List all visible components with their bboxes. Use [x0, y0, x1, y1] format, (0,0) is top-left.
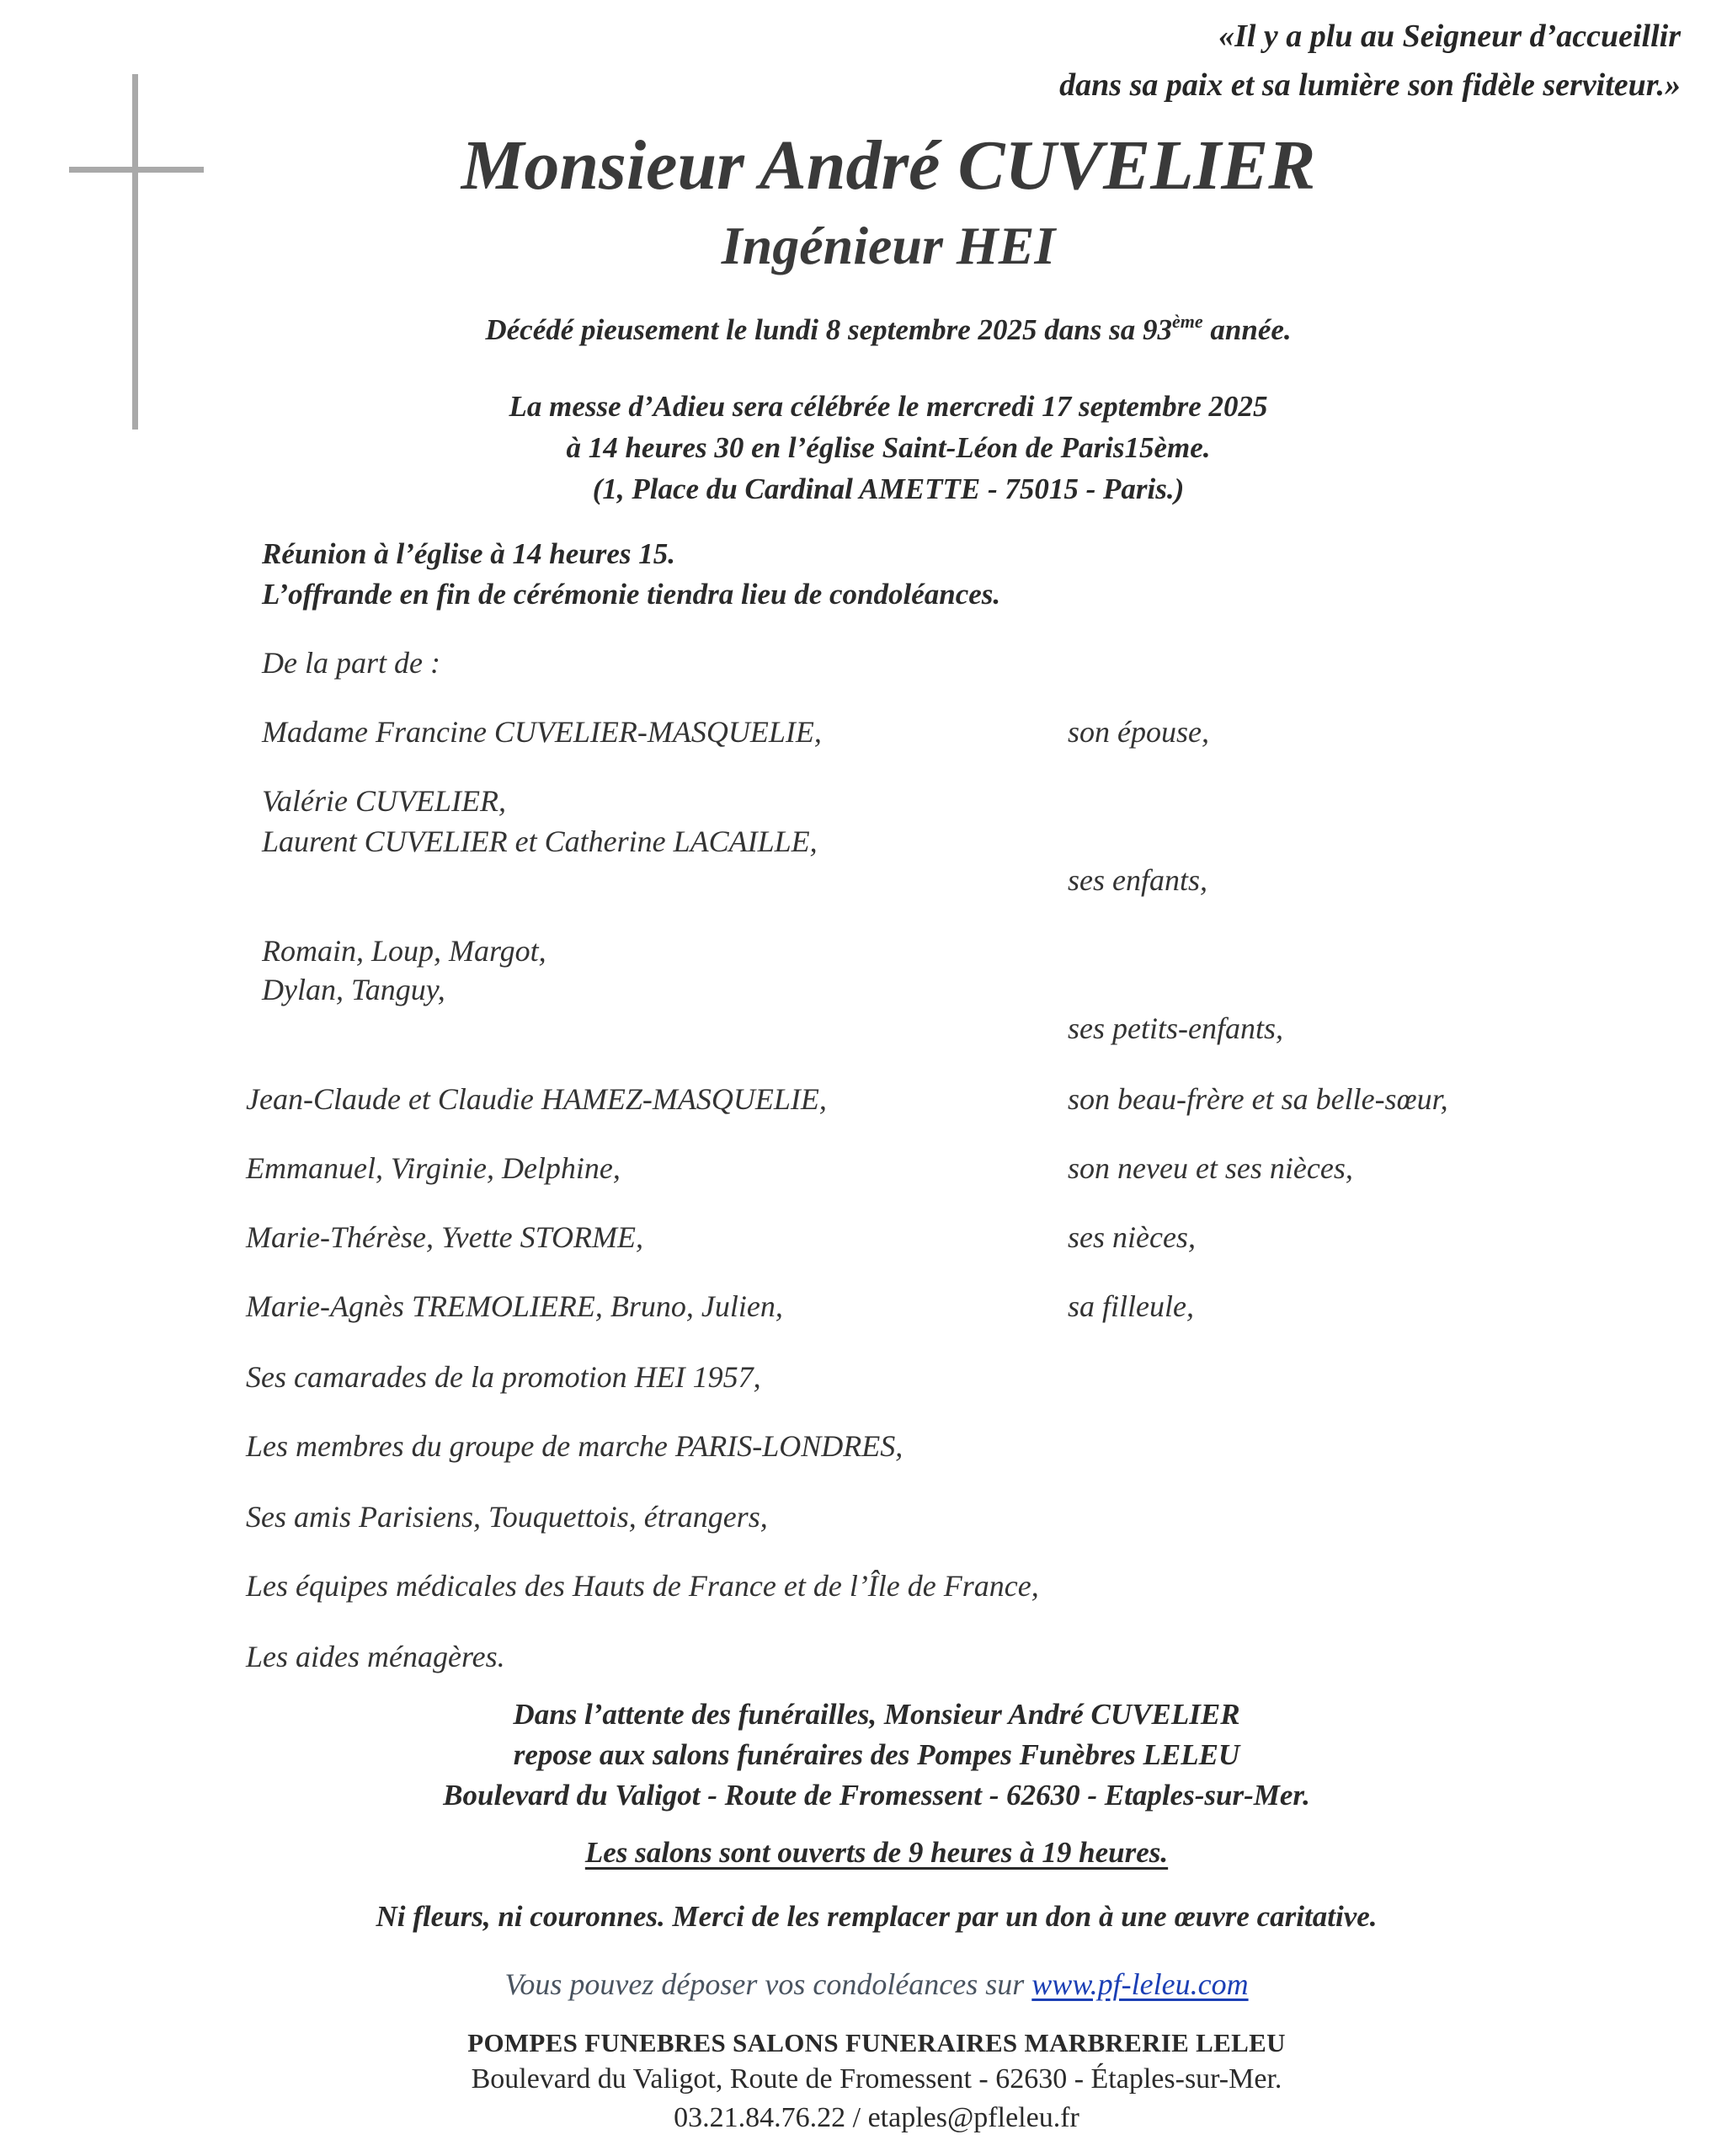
- condolences-link[interactable]: www.pf-leleu.com: [1031, 1967, 1249, 2001]
- death-ordinal: ème: [1171, 311, 1203, 332]
- mass-line-2: à 14 heures 30 en l’église Saint-Léon de Paris15ème.: [566, 431, 1211, 464]
- others-item: Les membres du groupe de marche PARIS-LONDRES,: [246, 1429, 903, 1463]
- nieces-role: ses nièces,: [1068, 1220, 1196, 1254]
- grandchildren-line-2: Dylan, Tanguy,: [262, 973, 445, 1006]
- epigraph: [1059, 12, 1681, 109]
- footer-address: Boulevard du Valigot, Route de Fromessent - 62630 - Étaples-sur-Mer.: [471, 2063, 1282, 2095]
- mass-info: [0, 386, 1727, 510]
- nephews-name: Emmanuel, Virginie, Delphine,: [246, 1151, 621, 1185]
- nephews-role: son neveu et ses nièces,: [1068, 1151, 1353, 1185]
- inlaws-name: Jean-Claude et Claudie HAMEZ-MASQUELIE,: [246, 1082, 827, 1116]
- death-text: Décédé pieusement le lundi 8 septembre 2025 dans sa 93: [485, 313, 1172, 346]
- grandchildren-role: ses petits-enfants,: [1068, 1011, 1283, 1045]
- opening-hours: [0, 1836, 1727, 1870]
- repose-line-3: Boulevard du Valigot - Route de Fromessent - 62630 - Etaples-sur-Mer.: [443, 1779, 1310, 1812]
- repose-line-1: Dans l’attente des funérailles, Monsieur André CUVELIER: [513, 1698, 1240, 1731]
- deceased-name: Monsieur André CUVELIER: [461, 126, 1316, 205]
- children-line-1: Valérie CUVELIER,: [262, 784, 506, 818]
- meeting-line-2: L’offrande en fin de cérémonie tiendra lieu de condoléances.: [262, 578, 1001, 611]
- spouse-role: son épouse,: [1068, 715, 1209, 749]
- opening-hours-text: Les salons sont ouverts de 9 heures à 19 heures.: [584, 1836, 1169, 1869]
- mass-line-1: La messe d’Adieu sera célébrée le mercredi 17 septembre 2025: [509, 390, 1268, 423]
- repose-info: [0, 1694, 1727, 1816]
- grandchildren-line-1: Romain, Loup, Margot,: [262, 934, 546, 968]
- flowers-notice: Ni fleurs, ni couronnes. Merci de les remplacer par un don à une œuvre caritative.: [376, 1900, 1378, 1933]
- children-role: ses enfants,: [1068, 863, 1207, 897]
- spouse-name: Madame Francine CUVELIER-MASQUELIE,: [262, 715, 822, 749]
- condolences-text: Vous pouvez déposer vos condoléances sur: [504, 1967, 1032, 2001]
- epigraph-line-1: «Il y a plu au Seigneur d’accueillir: [1218, 19, 1681, 54]
- nieces-name: Marie-Thérèse, Yvette STORME,: [246, 1220, 643, 1254]
- meeting-line-1: Réunion à l’église à 14 heures 15.: [262, 537, 676, 570]
- footer-contact: 03.21.84.76.22 / etaples@pfleleu.fr: [674, 2102, 1079, 2133]
- goddaughter-name: Marie-Agnès TREMOLIERE, Bruno, Julien,: [246, 1289, 783, 1323]
- others-item: Les équipes médicales des Hauts de France et de l’Île de France,: [246, 1569, 1039, 1603]
- inlaws-role: son beau-frère et sa belle-sœur,: [1068, 1082, 1448, 1116]
- footer-company: POMPES FUNEBRES SALONS FUNERAIRES MARBRERIE LELEU: [467, 2028, 1286, 2057]
- death-text-end: année.: [1202, 313, 1292, 346]
- meeting-info: [262, 534, 1000, 615]
- others-item: Ses camarades de la promotion HEI 1957,: [246, 1360, 761, 1394]
- epigraph-line-2: dans sa paix et sa lumière son fidèle serviteur.»: [1059, 67, 1681, 103]
- from-label: De la part de :: [262, 646, 440, 680]
- condolences-line: [0, 1967, 1727, 2002]
- mass-line-3: (1, Place du Cardinal AMETTE - 75015 - Paris.): [592, 472, 1185, 505]
- others-item: Les aides ménagères.: [246, 1640, 505, 1673]
- death-announcement: [0, 313, 1727, 347]
- goddaughter-role: sa filleule,: [1068, 1289, 1194, 1323]
- children-line-2: Laurent CUVELIER et Catherine LACAILLE,: [262, 825, 818, 858]
- repose-line-2: repose aux salons funéraires des Pompes Funèbres LELEU: [513, 1738, 1240, 1771]
- others-item: Ses amis Parisiens, Touquettois, étrangers,: [246, 1500, 768, 1534]
- deceased-title: Ingénieur HEI: [721, 216, 1056, 275]
